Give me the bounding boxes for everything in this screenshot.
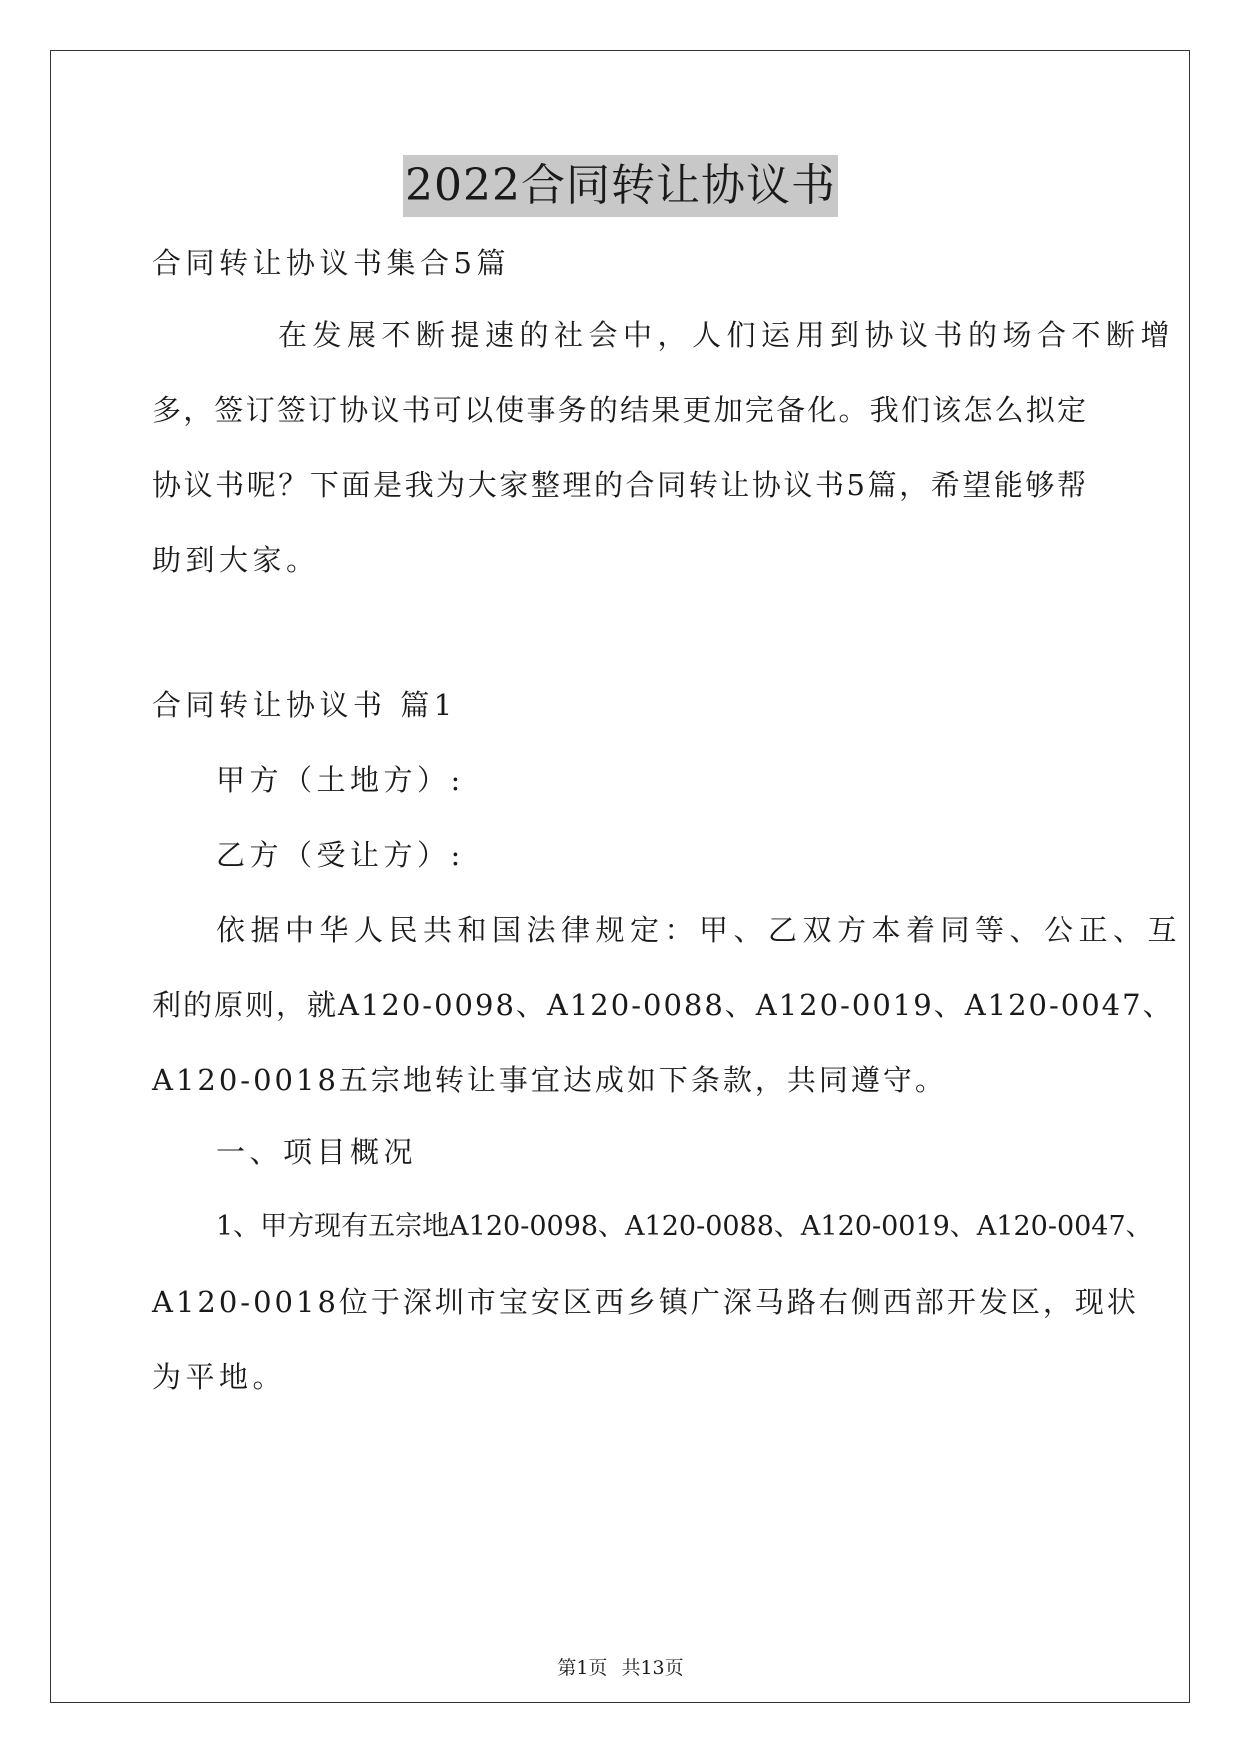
party-a-label: 甲方（土地方）: — [216, 763, 465, 797]
basis-line-1: 依据中华人民共和国法律规定：甲、乙双方本着同等、公正、互 — [216, 913, 1183, 947]
page-footer — [0, 1655, 1241, 1681]
basis-line-3: A120-0018五宗地转让事宜达成如下条款，共同遵守。 — [152, 1063, 947, 1097]
clause-1-line-1: 1、甲方现有五宗地A120-0098、A120-0088、A120-0019、A120-0047、 — [216, 1211, 1153, 1242]
clause-1-line-3: 为平地。 — [152, 1360, 287, 1394]
document-subtitle: 合同转让协议书集合5篇 — [152, 246, 510, 280]
page-border — [50, 50, 1190, 1703]
party-b-label: 乙方（受让方）: — [216, 838, 465, 872]
clause-heading: 一、项目概况 — [216, 1135, 418, 1169]
basis-line-2: 利的原则，就A120-0098、A120-0088、A120-0019、A120-0047、 — [152, 988, 1174, 1022]
document-title: 2022合同转让协议书 — [403, 155, 838, 217]
intro-line-4: 助到大家。 — [152, 543, 320, 577]
page-number: 第1页 — [557, 1657, 608, 1679]
clause-1-line-2: A120-0018位于深圳市宝安区西乡镇广深马路右侧西部开发区，现状 — [152, 1285, 1139, 1319]
section-heading: 合同转让协议书 篇1 — [152, 688, 457, 722]
intro-line-1: 在发展不断提速的社会中，人们运用到协议书的场合不断增 — [278, 318, 1176, 352]
intro-line-3: 协议书呢？下面是我为大家整理的合同转让协议书5篇，希望能够帮 — [152, 468, 1088, 502]
intro-line-2: 多，签订签订协议书可以使事务的结果更加完备化。我们该怎么拟定 — [152, 393, 1088, 427]
title-container — [0, 155, 1241, 217]
page-total: 共13页 — [621, 1657, 684, 1679]
